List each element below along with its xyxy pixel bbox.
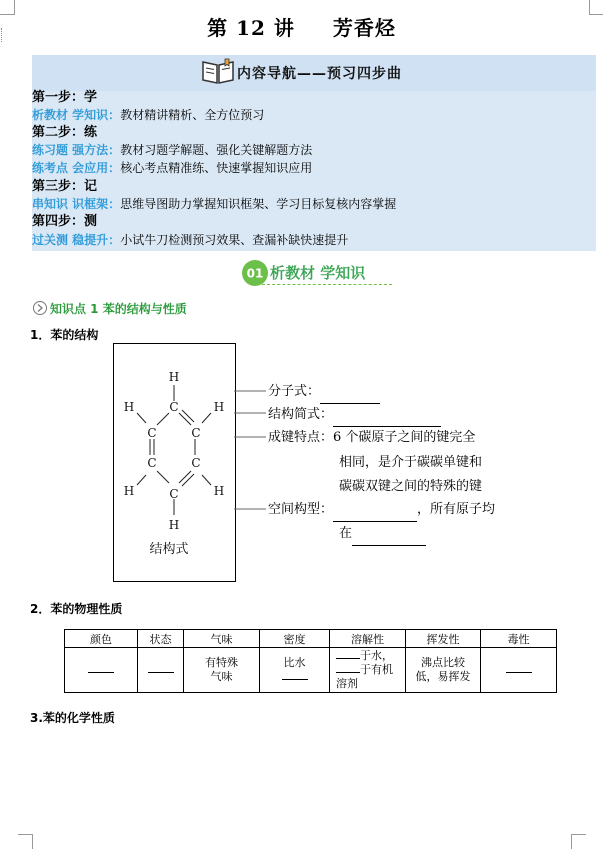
step-1-item xyxy=(32,107,264,123)
step-3-key: 串知识 识框架： xyxy=(32,197,121,211)
sol-water-blank xyxy=(336,658,360,659)
state-blank xyxy=(148,672,174,673)
cell-color xyxy=(65,648,138,693)
step-4-desc: 小试牛刀检测预习效果、查漏补缺快速提升 xyxy=(120,233,349,247)
molecular-formula-row: 分子式： xyxy=(268,380,380,404)
step-2b-key: 练考点 会应用： xyxy=(32,161,121,175)
step-3-desc: 思维导图助力掌握知识框架、学习目标复核内容掌握 xyxy=(120,197,397,211)
cell-smell: 有特殊 气味 xyxy=(184,648,260,693)
lecture-topic: 芳香烃 xyxy=(332,16,396,40)
sol-organic-blank xyxy=(336,672,360,673)
bond-feature-line3: 碳碳双键之间的特殊的键 xyxy=(339,479,483,494)
col-toxicity: 毒性 xyxy=(481,630,557,648)
atom-h-bottom: H xyxy=(168,518,180,532)
atom-h-top: H xyxy=(168,370,180,384)
physical-properties-table xyxy=(64,629,557,693)
table-header-row xyxy=(65,630,557,648)
structure-heading: 1．苯的结构 xyxy=(30,328,99,342)
col-smell: 气味 xyxy=(184,630,260,648)
physical-heading: 2．苯的物理性质 xyxy=(30,602,123,616)
content-nav-title: 内容导航——预习四步曲 xyxy=(237,66,402,82)
cell-toxicity xyxy=(481,648,557,693)
atom-c-upper-right: C xyxy=(191,426,201,440)
benzene-structure-diagram xyxy=(113,343,235,580)
section-underline xyxy=(262,284,392,285)
step-2b-item xyxy=(32,160,312,176)
step-2-key: 练习题 强方法： xyxy=(32,143,121,157)
section-label: 析教材 学知识 xyxy=(270,264,366,282)
atom-c-upper-left: C xyxy=(147,426,157,440)
cell-state xyxy=(138,648,184,693)
col-color: 颜色 xyxy=(65,630,138,648)
atom-c-top: C xyxy=(169,400,179,414)
step-1-head: 第一步：学 xyxy=(32,90,98,105)
step-4-item xyxy=(32,232,348,248)
spatial-config-row: 空间构型： ，所有原子均 xyxy=(268,498,495,522)
step-3-head: 第三步：记 xyxy=(32,179,98,194)
spatial-config-line2: 在 xyxy=(339,522,426,546)
atom-c-bottom: C xyxy=(169,487,179,501)
book-icon xyxy=(200,56,236,86)
atom-h-upper-left: H xyxy=(123,400,135,414)
atom-c-lower-right: C xyxy=(191,456,201,470)
step-4-key: 过关测 稳提升： xyxy=(32,233,121,247)
lecture-number: 第 12 讲 xyxy=(207,16,295,40)
simple-formula-row: 结构简式： xyxy=(268,403,441,427)
step-2-head: 第二步：练 xyxy=(32,125,98,140)
atom-h-upper-right: H xyxy=(213,400,225,414)
atom-h-lower-right: H xyxy=(213,484,225,498)
col-volatility: 挥发性 xyxy=(406,630,481,648)
step-3-item xyxy=(32,196,396,212)
cell-volatility: 沸点比较 低，易挥发 xyxy=(406,648,481,693)
section-number: 01 xyxy=(246,266,264,281)
cell-density: 比水 xyxy=(260,648,330,693)
arrow-circle-icon xyxy=(32,300,48,316)
chemical-heading: 3.苯的化学性质 xyxy=(30,711,115,725)
color-blank xyxy=(88,672,114,673)
density-blank xyxy=(282,679,308,680)
atom-h-lower-left: H xyxy=(123,484,135,498)
bond-feature-row: 成键特点：6 个碳原子之间的键完全 xyxy=(268,430,476,445)
col-solubility: 溶解性 xyxy=(330,630,406,648)
step-1-desc: 教材精讲精析、全方位预习 xyxy=(120,108,265,122)
knowledge-point-title: 知识点 1 苯的结构与性质 xyxy=(50,302,187,316)
corner-mark-bottom-left xyxy=(18,834,33,849)
step-4-head: 第四步：测 xyxy=(32,214,98,229)
page-title xyxy=(0,12,603,41)
structure-caption: 结构式 xyxy=(149,542,189,557)
col-state: 状态 xyxy=(138,630,184,648)
corner-mark-bottom-right xyxy=(571,834,586,849)
step-2b-desc: 核心考点精准练、快速掌握知识应用 xyxy=(120,161,313,175)
bond-feature-line2: 相同，是介于碳碳单键和 xyxy=(339,455,483,470)
step-2-desc: 教材习题学解题、强化关键解题方法 xyxy=(120,143,313,157)
cell-solubility: 于水， 于有机 溶剂 xyxy=(330,648,406,693)
coplanar-blank xyxy=(352,545,426,546)
table-row xyxy=(65,648,557,693)
atom-c-lower-left: C xyxy=(147,456,157,470)
step-1-key: 析教材 学知识： xyxy=(32,108,121,122)
toxicity-blank xyxy=(506,672,532,673)
col-density: 密度 xyxy=(260,630,330,648)
step-2-item xyxy=(32,142,312,158)
